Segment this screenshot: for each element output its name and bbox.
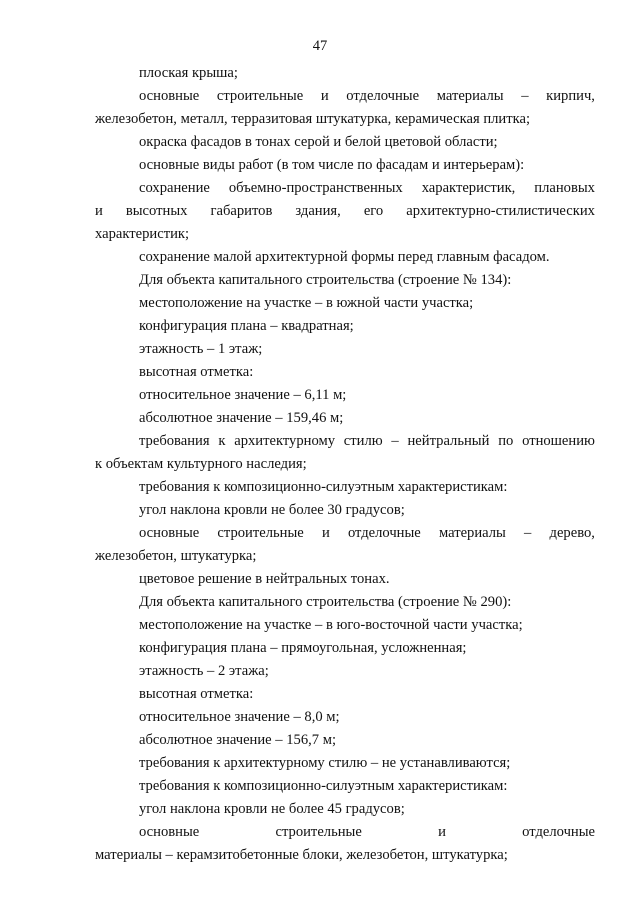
word: строительные: [275, 824, 362, 840]
word: сохранение: [139, 180, 210, 196]
text-line: [95, 85, 595, 108]
text-line: конфигурация плана – квадратная;: [139, 318, 354, 334]
word: основные: [139, 88, 200, 104]
word: материалы: [438, 525, 506, 541]
text-line: окраска фасадов в тонах серой и белой цветовой области;: [139, 134, 498, 150]
word: архитектурно-стилистических: [406, 203, 595, 219]
text-line: абсолютное значение – 156,7 м;: [139, 732, 337, 748]
word: материалы: [436, 88, 504, 104]
word: отделочные: [522, 824, 595, 840]
word: основные: [139, 525, 200, 541]
word: кирпич,: [546, 88, 595, 104]
text-line: плоская крыша;: [139, 65, 238, 81]
word: отделочные: [346, 88, 420, 104]
text-line: этажность – 1 этаж;: [139, 341, 263, 357]
text-line: [95, 200, 595, 223]
text-line: Для объекта капитального строительства (строение № 134):: [139, 272, 512, 288]
page-number: 47: [312, 38, 328, 54]
word: нейтральный: [407, 433, 490, 449]
word: строительные: [216, 88, 304, 104]
word: плановых: [534, 180, 595, 196]
word: и: [438, 824, 446, 840]
text-line: относительное значение – 6,11 м;: [139, 387, 347, 403]
word: архитектурному: [234, 433, 335, 449]
text-line: железобетон, штукатурка;: [95, 548, 257, 564]
text-line: Для объекта капитального строительства (строение № 290):: [139, 594, 512, 610]
text-line: [95, 821, 595, 844]
word: габаритов: [210, 203, 273, 219]
text-line: сохранение малой архитектурной формы перед главным фасадом.: [139, 249, 550, 265]
text-line: конфигурация плана – прямоугольная, усложненная;: [139, 640, 467, 656]
word: и: [95, 203, 103, 219]
word: объемно-пространственных: [228, 180, 403, 196]
word: и: [321, 525, 330, 541]
text-line: требования к композиционно-силуэтным характеристикам:: [139, 778, 508, 794]
text-line: к объектам культурного наследия;: [95, 456, 307, 472]
text-line: цветовое решение в нейтральных тонах.: [139, 571, 390, 587]
word: по: [498, 433, 514, 449]
text-line: характеристик;: [95, 226, 190, 242]
word: отношению: [522, 433, 595, 449]
word: стилю: [343, 433, 383, 449]
text-line: этажность – 2 этажа;: [139, 663, 269, 679]
word: –: [521, 88, 529, 104]
word: отделочные: [347, 525, 421, 541]
word: высотных: [125, 203, 188, 219]
text-line: высотная отметка:: [139, 364, 254, 380]
text-line: основные виды работ (в том числе по фасадам и интерьерам):: [139, 157, 525, 173]
text-line: [95, 177, 595, 200]
word: характеристик,: [421, 180, 516, 196]
text-line: местоположение на участке – в юго-восточной части участка;: [139, 617, 523, 633]
word: здания,: [295, 203, 341, 219]
text-line: абсолютное значение – 159,46 м;: [139, 410, 344, 426]
text-line: угол наклона кровли не более 30 градусов;: [139, 502, 405, 518]
document-body: [95, 62, 595, 867]
text-line: высотная отметка:: [139, 686, 254, 702]
text-line: угол наклона кровли не более 45 градусов;: [139, 801, 405, 817]
text-line: материалы – керамзитобетонные блоки, железобетон, штукатурка;: [95, 847, 508, 863]
word: –: [524, 525, 532, 541]
text-line: требования к архитектурному стилю – не устанавливаются;: [139, 755, 511, 771]
text-line: [95, 430, 595, 453]
text-line: местоположение на участке – в южной части участка;: [139, 295, 474, 311]
text-line: относительное значение – 8,0 м;: [139, 709, 340, 725]
text-line: требования к композиционно-силуэтным характеристикам:: [139, 479, 508, 495]
text-line: железобетон, металл, терразитовая штукатурка, керамическая плитка;: [95, 111, 531, 127]
word: к: [218, 433, 226, 449]
word: –: [391, 433, 399, 449]
word: его: [363, 203, 384, 219]
word: и: [320, 88, 329, 104]
word: строительные: [217, 525, 304, 541]
text-line: [95, 522, 595, 545]
word: основные: [139, 824, 200, 840]
word: дерево,: [549, 525, 595, 541]
word: требования: [139, 433, 210, 449]
